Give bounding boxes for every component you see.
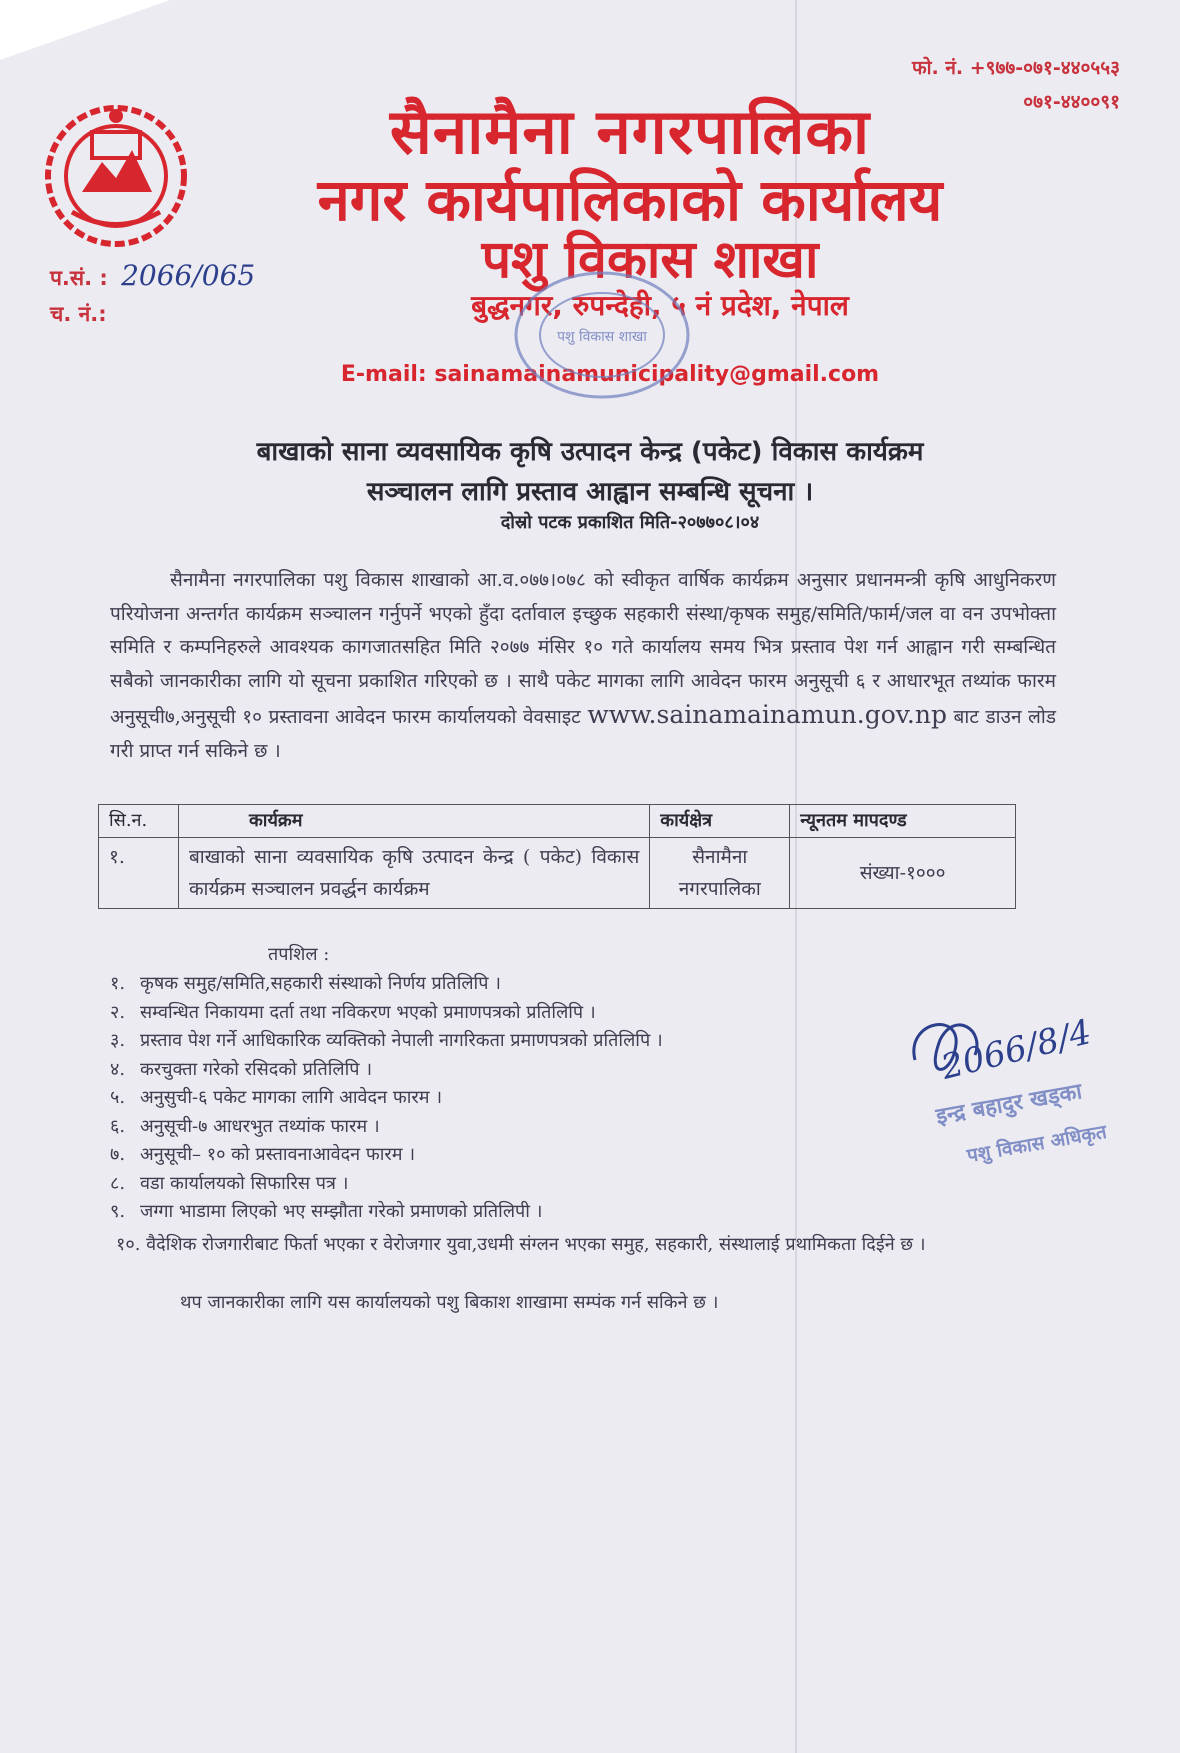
seal-text: पशु विकास शाखा xyxy=(557,329,647,345)
list-item: ६. अनुसूची-७ आधरभुत तथ्यांक फारम । xyxy=(110,1115,380,1137)
ps-label: प.सं. : xyxy=(50,266,108,290)
letterhead-email: E-mail: sainamainamunicipality@gmail.com xyxy=(340,362,880,387)
notice-body xyxy=(110,564,1056,768)
list-item: ७. अनुसूची– १० को प्रस्तावनाआवेदन फारम । xyxy=(110,1144,416,1165)
list-item: ८. वडा कार्यालयको सिफारिस पत्र । xyxy=(110,1172,349,1194)
list-item: ४. करचुक्ता गरेको रसिदको प्रतिलिपि । xyxy=(110,1058,373,1080)
office-seal-icon xyxy=(510,265,695,405)
cell-program: बाखाको साना व्यवसायिक कृषि उत्पादन केन्द्र ( पकेट) विकास कार्यक्रम सञ्चालन प्रवर्द्धन कार्यक्रम xyxy=(178,838,649,909)
signatory-role: पशु विकास अधिकृत xyxy=(965,1120,1109,1168)
list-item: २. सम्वन्धित निकायमा दर्ता तथा नविकरण भएको प्रमाणपत्रको प्रतिलिपि । xyxy=(110,1001,596,1023)
cn-label: च. नं.: xyxy=(50,302,107,326)
col-header-area: कार्यक्षेत्र xyxy=(650,805,790,838)
phone-number-1: फो. नं. +९७७-०७१-४४०५५३ xyxy=(911,57,1120,79)
col-header-criteria: न्यूनतम मापदण्ड xyxy=(790,805,1016,838)
cell-sn: १. xyxy=(99,838,179,909)
list-item: १. कृषक समुह/समिति,सहकारी संस्थाको निर्णय प्रतिलिपि । xyxy=(110,973,501,994)
table-header-row xyxy=(99,805,1016,838)
ps-value: 2066/065 xyxy=(121,259,256,292)
list-item: ३. प्रस्ताव पेश गर्ने आधिकारिक व्यक्तिको नेपाली नागरिकता प्रमाणपत्रको प्रतिलिपि । xyxy=(110,1030,663,1051)
list-item: ९. जग्गा भाडामा लिएको भए सम्झौता गरेको प्रमाणको प्रतिलिपी । xyxy=(110,1201,543,1222)
letterhead-office: नगर कार्यपालिकाको कार्यालय xyxy=(317,166,943,234)
col-header-sn: सि.न. xyxy=(99,805,179,838)
cell-criteria: संख्या-१००० xyxy=(790,838,1016,909)
letterhead-branch: पशु विकास शाखा xyxy=(481,230,819,290)
remarks-label: तपशिल : xyxy=(268,944,330,965)
notice-body-end: बाट डाउन लोड गरी प्राप्त गर्न सकिने छ । xyxy=(110,706,1057,762)
priority-note: १०. वैदेशिक रोजगारीबाट फिर्ता भएका र वेरोजगार युवा,उधमी संग्लन भएका समुह, सहकारी, संस्थालाई प्रथामिकता दिईने छ । xyxy=(116,1234,926,1255)
requirements-list xyxy=(110,970,1010,1227)
col-header-program: कार्यक्रम xyxy=(178,805,649,838)
signature-date: 2066/8/4 xyxy=(937,1012,1096,1088)
contact-note: थप जानकारीका लागि यस कार्यालयको पशु बिकाश शाखामा सम्पंक गर्न सकिने छ । xyxy=(180,1292,719,1313)
notice-title-line-2: सञ्चालन लागि प्रस्ताव आह्वान सम्बन्धि सूचना । xyxy=(366,477,814,507)
website-link[interactable]: www.sainamainamun.gov.np xyxy=(587,700,947,729)
table-row xyxy=(99,838,1016,909)
published-date: दोस्रो पटक प्रकाशित मिति-२०७७०८।०४ xyxy=(500,512,760,533)
letterhead-municipality: सैनामैना नगरपालिका xyxy=(389,95,871,168)
notice-body-text: सैनामैना नगरपालिका पशु विकास शाखाको आ.व.०७७।०७८ को स्वीकृत वार्षिक कार्यक्रम अनुसार प्रधानमन्त्री कृषि आधुनिकरण परियोजना अन्तर्गत कार्यक्रम सञ्चालन गर्नुपर्ने भएको हुँदा दर्तावाल इच्छुक सहकारी संस्था/कृषक समुह/समिति/फार्म/जल वा वन उपभोक्ता समिति र कम्पनिहरुले आवश्यक कागजातसहित मिति २०७७ मंसिर १० गते कार्यालय समय भित्र प्रस्ताव पेश गर्न आह्वान गरी सम्बन्धित सबैको जानकारीका लागि यो सूचना प्रकाशित गरिएको छ । साथै पकेट मागका लागि आवेदन फारम अनुसूची ६ र आधारभूत तथ्यांक फारम अनुसूची७,अनुसूची १० प्रस्तावना आवेदन फारम कार्यालयको वेवसाइट xyxy=(110,569,1056,728)
page-fold xyxy=(0,0,170,60)
letterhead-address: बुद्धनगर, रुपन्देही, ५ नं प्रदेश, नेपाल xyxy=(471,289,849,322)
notice-title-line-1: बाखाको साना व्यवसायिक कृषि उत्पादन केन्द्र (पकेट) विकास कार्यक्रम xyxy=(256,437,924,467)
program-table xyxy=(98,804,1016,909)
list-item: ५. अनुसुची-६ पकेट मागका लागि आवेदन फारम । xyxy=(110,1087,443,1108)
signatory-name: इन्द्र बहादुर खड्का xyxy=(934,1079,1084,1130)
phone-number-2: ०७१-४४००९१ xyxy=(1023,91,1120,113)
cell-area: सैनामैना नगरपालिका xyxy=(650,838,790,909)
